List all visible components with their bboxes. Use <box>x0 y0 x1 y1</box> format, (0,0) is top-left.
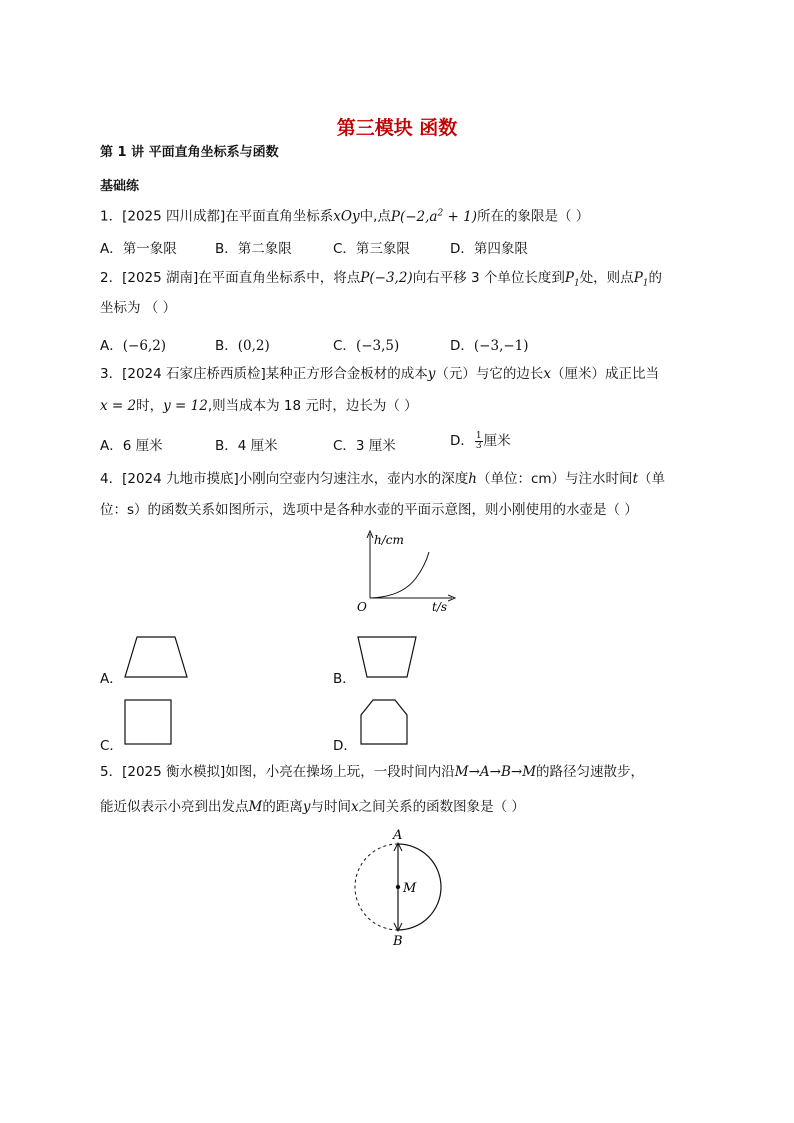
q5-stem-line2: 能近似表示小亮到出发点M的距离y与时间x之间关系的函数图象是（ ） <box>100 799 525 815</box>
q3-option-d[interactable]: D． $\frac{1}{3}$ 厘米 <box>450 430 511 451</box>
q2-p1-b: $P_1$ <box>633 270 649 289</box>
q4-stem-line2: 位：s）的函数关系如图所示，选项中是各种水壶的平面示意图，则小刚使用的水壶是（ ） <box>100 502 638 518</box>
q2-point: P(−3,2) <box>360 270 413 286</box>
point-m <box>396 885 400 889</box>
q3-option-a[interactable]: A．6 厘米 <box>100 438 163 454</box>
q2-stem-line1: 2．[2025 湖南]在平面直角坐标系中，将点P(−3,2)向右平移 3 个单位长度到$P_1$处，则点$P_1$的 <box>100 270 663 289</box>
label-b: B <box>393 934 403 949</box>
q5-path: M→A→B→M <box>454 764 537 780</box>
q1-stem-text2: 中,点 <box>359 208 391 225</box>
q2-option-a[interactable]: A．(−6,2) <box>100 338 167 354</box>
q4-option-c-label[interactable]: C． <box>100 738 123 754</box>
q2-option-c[interactable]: C．(−3,5) <box>333 338 400 354</box>
q1-var: xOy <box>333 208 360 225</box>
q2-option-d[interactable]: D．(−3,−1) <box>450 338 529 354</box>
q3-stem-line2: x = 2时，y = 12,则当成本为 18 元时，边长为（ ） <box>100 398 418 414</box>
q1-option-d[interactable]: D．第四象限 <box>450 241 528 257</box>
q1-option-a[interactable]: A．第一象限 <box>100 241 177 257</box>
q4-option-d-shape[interactable] <box>359 699 409 745</box>
q4-option-b-label[interactable]: B． <box>333 671 356 687</box>
x-axis-label: t/s <box>432 600 448 614</box>
fraction-one-third: $\frac{1}{3}$ <box>475 430 482 451</box>
q1-stem <box>100 203 589 227</box>
q4-option-a-shape[interactable] <box>124 636 188 678</box>
q1-option-c[interactable]: C．第三象限 <box>333 241 410 257</box>
label-m: M <box>403 881 417 896</box>
q1-stem-text: 1．[2025 四川成都]在平面直角坐标系 <box>100 208 334 225</box>
q5-circle-figure <box>343 823 453 953</box>
q1-stem-text3: 所在的象限是（ ） <box>476 208 590 225</box>
q5-stem-line1: 5．[2025 衡水模拟]如图，小亮在操场上玩，一段时间内沿M→A→B→M的路径匀速散步， <box>100 764 645 780</box>
page-title: 第三模块 函数 <box>336 117 458 139</box>
q2-p1: $P_1$ <box>564 270 580 289</box>
q3-option-b[interactable]: B．4 厘米 <box>215 438 278 454</box>
q1-point: $P(-2,a^2 + 1)$ <box>390 208 477 225</box>
q3-stem-line1: 3．[2024 石家庄桥西质检]某种正方形合金板材的成本y（元）与它的边长x（厘米）成正比当 <box>100 366 660 382</box>
q2-option-b[interactable]: B．(0,2) <box>215 338 270 354</box>
lesson-heading: 第 1 讲 平面直角坐标系与函数 <box>100 145 279 160</box>
q4-option-b-shape[interactable] <box>357 636 417 678</box>
q4-option-a-label[interactable]: A． <box>100 671 123 687</box>
label-a: A <box>393 828 403 843</box>
q4-option-c-shape[interactable] <box>124 699 172 745</box>
left-semicircle-dashed <box>355 844 398 930</box>
q1-option-b[interactable]: B．第二象限 <box>215 241 292 257</box>
y-axis-label: h/cm <box>374 533 404 547</box>
q2-stem-line2: 坐标为 （ ） <box>100 300 177 316</box>
q4-stem-line1: 4．[2024 九地市摸底]小刚向空壶内匀速注水，壶内水的深度h（单位：cm）与注水时间t（单 <box>100 471 665 487</box>
q4-option-d-label[interactable]: D． <box>333 738 357 754</box>
section-heading: 基础练 <box>100 179 140 194</box>
water-depth-curve <box>370 552 429 598</box>
q4-graph <box>340 530 460 620</box>
q3-option-c[interactable]: C．3 厘米 <box>333 438 396 454</box>
origin-label: O <box>357 600 367 614</box>
